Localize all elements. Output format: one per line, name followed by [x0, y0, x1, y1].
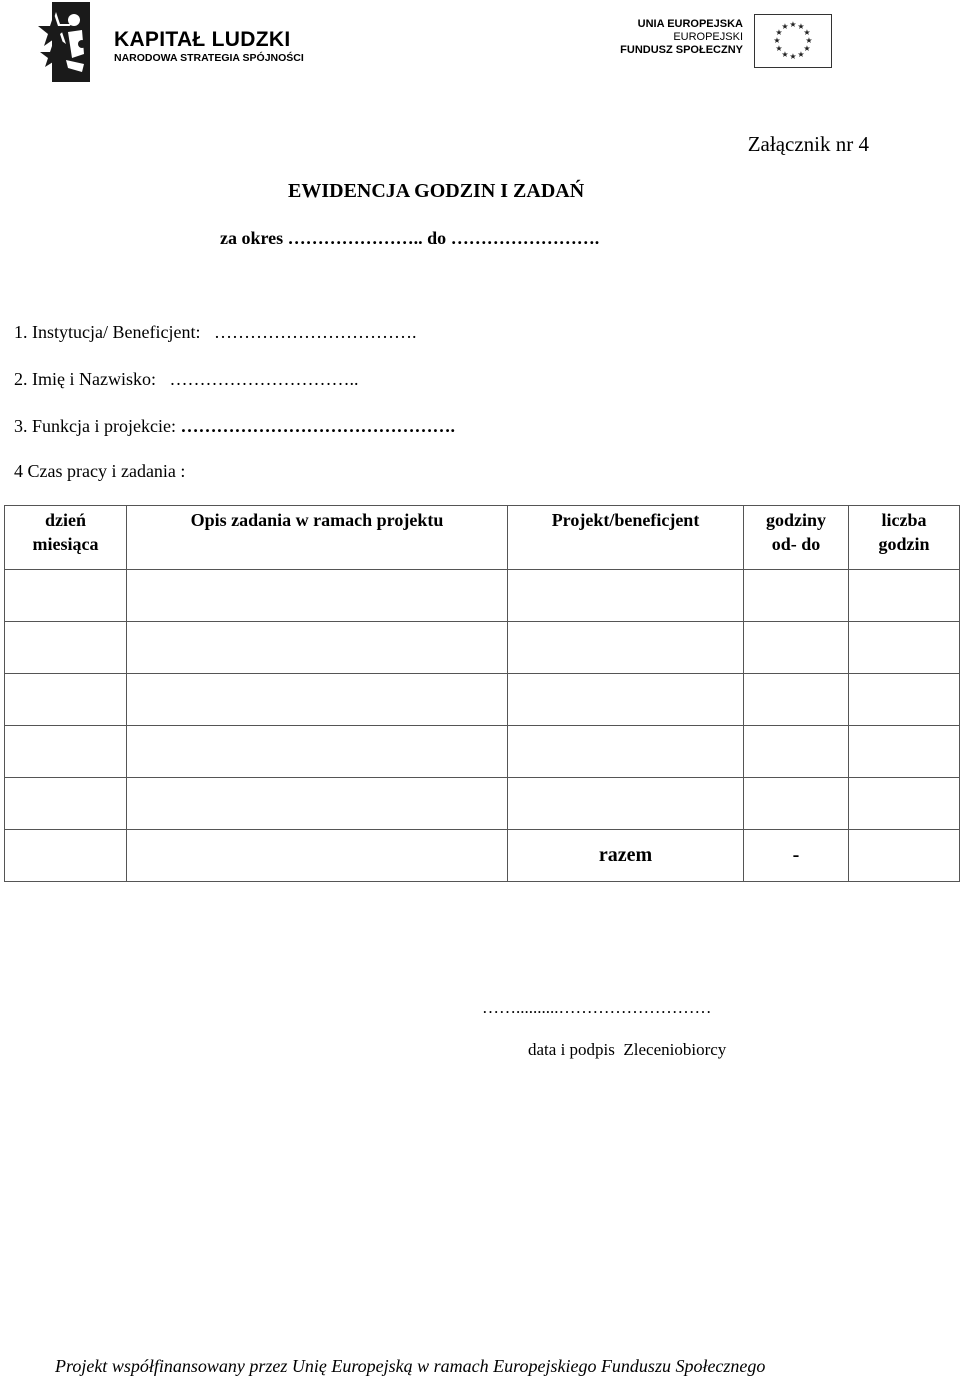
cell-project[interactable]: [508, 570, 744, 622]
table-row: [5, 778, 960, 830]
header-count-line1: liczba: [881, 510, 927, 530]
header-project-line1: Projekt/beneficjent: [551, 510, 700, 530]
hours-table: [4, 505, 960, 882]
header-hours-count: [849, 506, 960, 570]
kapital-ludzki-subtitle: NARODOWA STRATEGIA SPÓJNOŚCI: [114, 52, 304, 64]
field-institution-label: 1. Instytucja/ Beneficjent:: [14, 322, 201, 342]
cell-task[interactable]: [127, 674, 508, 726]
cell-day[interactable]: [5, 622, 127, 674]
field-work-time-label: 4 Czas pracy i zadania :: [14, 461, 186, 481]
kapital-ludzki-title: KAPITAŁ LUDZKI: [114, 28, 291, 51]
period-to-dots: …………………….: [450, 228, 600, 248]
cell-hours-range[interactable]: [744, 674, 849, 726]
period-from-label: za okres: [220, 228, 284, 248]
header-hours-range: [744, 506, 849, 570]
header-project: [508, 506, 744, 570]
eu-line-1: UNIA EUROPEJSKA: [637, 18, 743, 30]
summary-value: -: [744, 830, 849, 882]
field-work-time: [14, 461, 185, 482]
cell-hours-range[interactable]: [744, 726, 849, 778]
summary-label: razem: [508, 830, 744, 882]
cell-day[interactable]: [5, 726, 127, 778]
header-hours-line1: godziny: [765, 510, 826, 530]
table-row: [5, 622, 960, 674]
cell-day[interactable]: [5, 570, 127, 622]
eu-line-2: EUROPEJSKI: [673, 31, 743, 43]
cell-task[interactable]: [127, 570, 508, 622]
kapital-ludzki-logo: [38, 2, 308, 84]
table-header-row: [5, 506, 960, 570]
eu-logo-text: [620, 18, 743, 57]
svg-text:★: ★: [797, 22, 805, 31]
cell-day[interactable]: [5, 778, 127, 830]
cell-task: [127, 830, 508, 882]
svg-text:★: ★: [797, 50, 805, 59]
period-line: [220, 228, 599, 249]
cell-task[interactable]: [127, 726, 508, 778]
field-name: [14, 369, 358, 390]
cell-hours-count[interactable]: [849, 674, 960, 726]
svg-text:★: ★: [775, 44, 783, 53]
table-row: [5, 674, 960, 726]
field-function: [14, 416, 455, 437]
field-function-label: 3. Funkcja i projekcie:: [14, 416, 176, 436]
header-task-line1: Opis zadania w ramach projektu: [190, 510, 444, 530]
svg-text:★: ★: [789, 52, 797, 61]
cell-hours-count[interactable]: [849, 622, 960, 674]
svg-text:★: ★: [781, 50, 789, 59]
cell-hours-count[interactable]: [849, 726, 960, 778]
field-institution: [14, 322, 416, 343]
header-hours-line2: od- do: [771, 534, 821, 554]
header-task-description: [127, 506, 508, 570]
eu-logo: [612, 14, 834, 68]
cell-day[interactable]: [5, 674, 127, 726]
kapital-ludzki-emblem-icon: [38, 2, 98, 82]
svg-text:★: ★: [775, 28, 783, 37]
cell-task[interactable]: [127, 622, 508, 674]
svg-text:★: ★: [781, 22, 789, 31]
document-title: EWIDENCJA GODZIN I ZADAŃ: [288, 180, 585, 202]
period-from-dots: …………………..: [287, 228, 423, 248]
header-count-line2: godzin: [878, 534, 930, 554]
annex-label: Załącznik nr 4: [747, 132, 869, 156]
field-name-label: 2. Imię i Nazwisko:: [14, 369, 156, 389]
table-row: [5, 726, 960, 778]
header-day: [5, 506, 127, 570]
svg-text:★: ★: [803, 28, 811, 37]
cell-project[interactable]: [508, 622, 744, 674]
cell-hours-range[interactable]: [744, 778, 849, 830]
table-summary-row: [5, 830, 960, 882]
signature-line: ……..........………………………: [482, 998, 712, 1017]
cell-task[interactable]: [127, 778, 508, 830]
cell-day: [5, 830, 127, 882]
cell-hours-range[interactable]: [744, 622, 849, 674]
footer-note: Projekt współfinansowany przez Unię Europejską w ramach Europejskiego Funduszu Społecznego: [55, 1356, 766, 1376]
period-to-label: do: [427, 228, 447, 248]
header-day-line1: dzień: [44, 510, 86, 530]
eu-flag-icon: [754, 14, 832, 68]
field-institution-dots: …………………………….: [213, 322, 417, 342]
cell-hours-count[interactable]: [849, 570, 960, 622]
summary-total[interactable]: [849, 830, 960, 882]
cell-project[interactable]: [508, 726, 744, 778]
field-function-dots: ……………………………………….: [180, 416, 455, 436]
table-row: [5, 570, 960, 622]
header-day-line2: miesiąca: [32, 534, 99, 554]
eu-line-3: FUNDUSZ SPOŁECZNY: [620, 44, 743, 56]
svg-text:★: ★: [773, 36, 781, 45]
svg-text:★: ★: [803, 44, 811, 53]
signature-label: data i podpis Zleceniobiorcy: [528, 1040, 727, 1059]
field-name-dots: …………………………..: [169, 369, 359, 389]
svg-text:★: ★: [789, 20, 797, 29]
cell-project[interactable]: [508, 778, 744, 830]
cell-hours-count[interactable]: [849, 778, 960, 830]
cell-hours-range[interactable]: [744, 570, 849, 622]
cell-project[interactable]: [508, 674, 744, 726]
svg-text:★: ★: [805, 36, 813, 45]
